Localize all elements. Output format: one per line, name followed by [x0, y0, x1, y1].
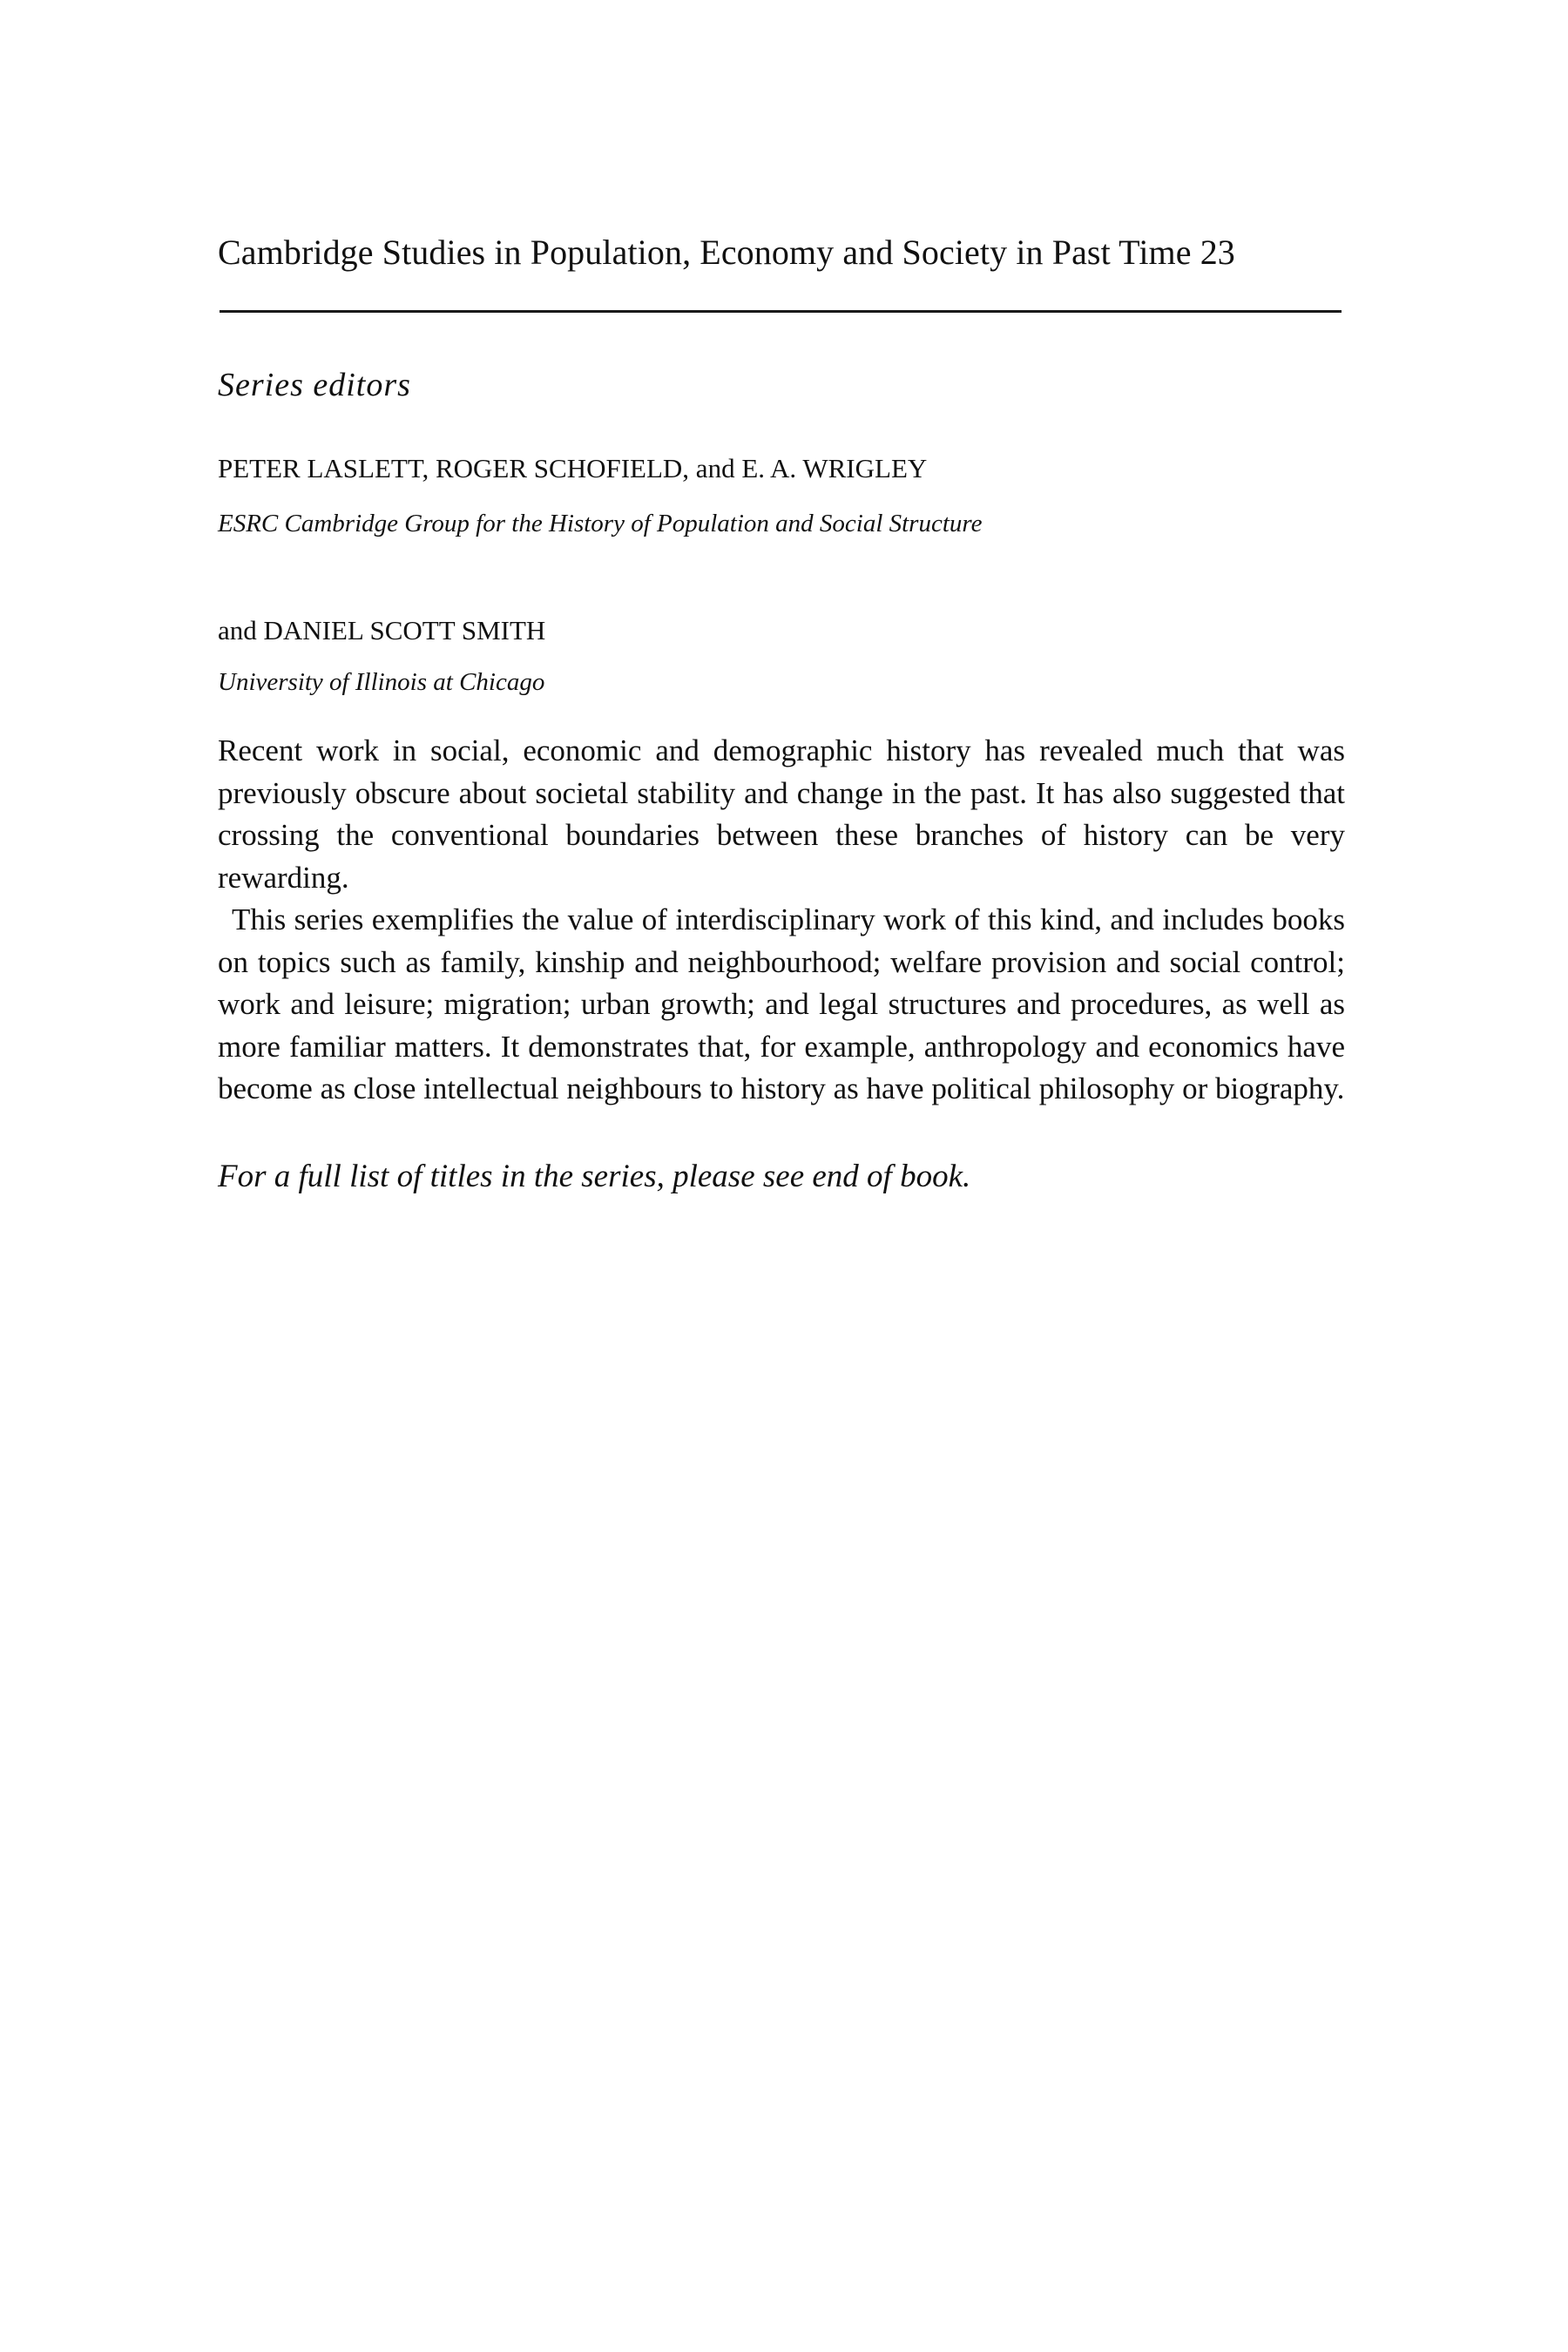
- editors-names-secondary: and DANIEL SCOTT SMITH: [218, 615, 546, 645]
- editors-affiliation-secondary: University of Illinois at Chicago: [218, 668, 545, 696]
- description-paragraph-2: This series exemplifies the value of interdisciplinary work of this kind, and includes books on topics such as family, kinship and neighbourhood; welfare provision and social control; work and leisure; migration; urban growth; and legal structures and procedures, as well as more familiar matters. It demonstrates that, for example, anthropology and economics have become as close intellectual neighbours to history as have political philosophy or biography.: [218, 902, 1345, 1105]
- editors-affiliation-primary: ESRC Cambridge Group for the History of Population and Social Structure: [218, 510, 983, 537]
- series-editors-heading: Series editors: [218, 367, 411, 403]
- description-paragraph-1: Recent work in social, economic and demographic history has revealed much that was previously obscure about societal stability and change in the past. It has also suggested that crossing the conventional boundaries between these branches of history can be very rewarding.: [218, 733, 1345, 895]
- title-rule: [220, 310, 1342, 313]
- titles-list-note: For a full list of titles in the series, please see end of book.: [218, 1159, 971, 1194]
- series-title: Cambridge Studies in Population, Economy and Society in Past Time 23: [218, 233, 1235, 272]
- series-description: [218, 730, 1345, 1111]
- editors-names-primary: PETER LASLETT, ROGER SCHOFIELD, and E. A. WRIGLEY: [218, 453, 928, 483]
